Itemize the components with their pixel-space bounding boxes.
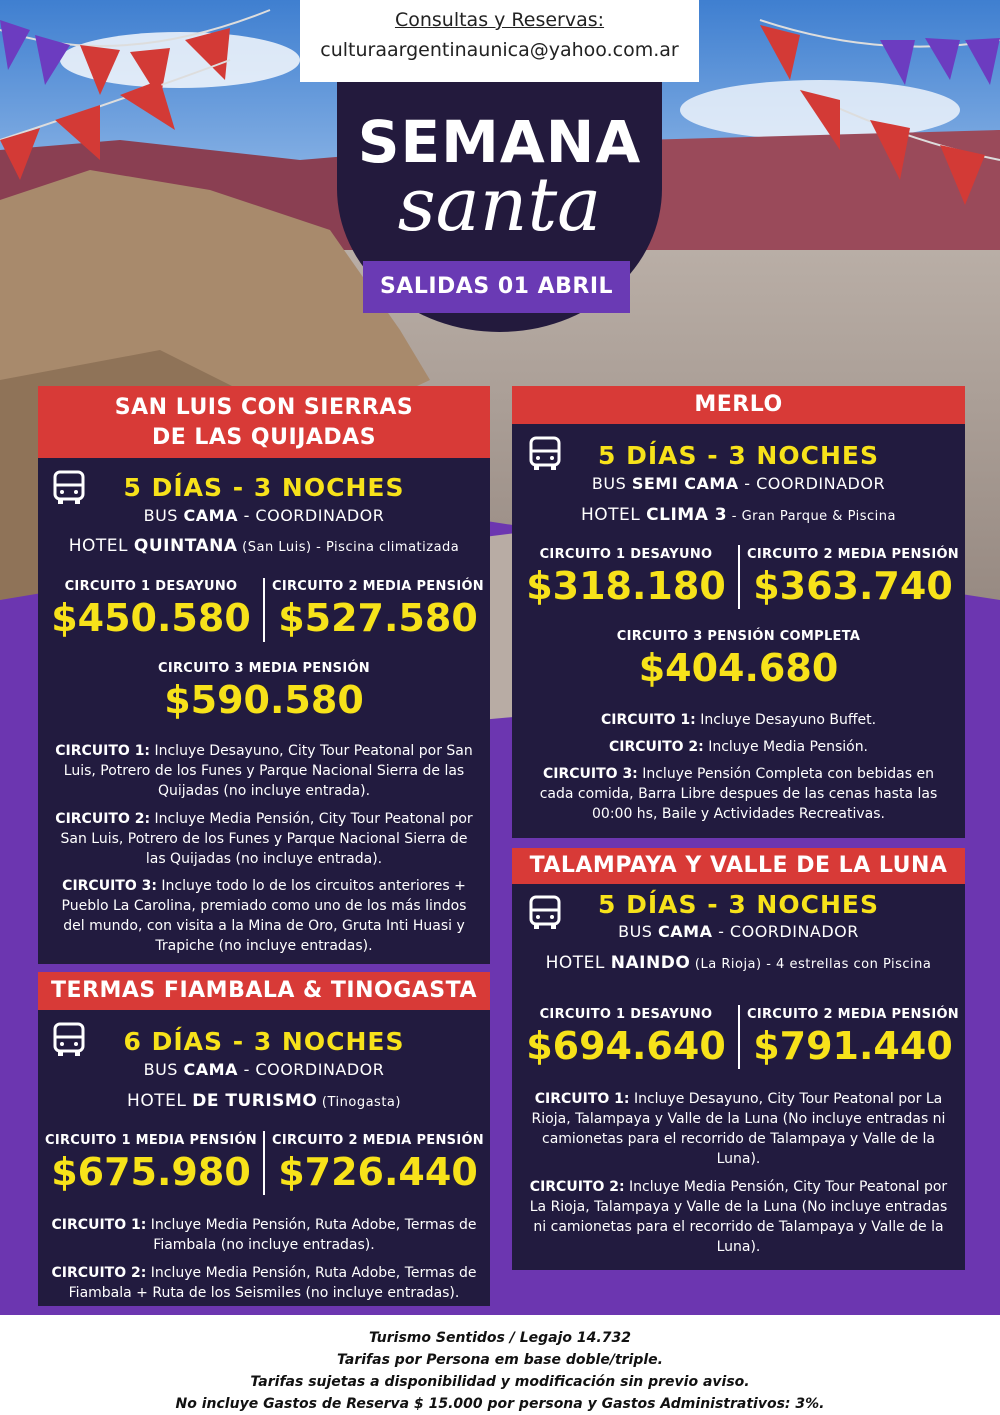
footer-availability: Tarifas sujetas a disponibilidad y modificación sin previo aviso. <box>250 1374 750 1390</box>
san-luis-days: 5 DÍAS - 3 NOCHES <box>123 473 405 502</box>
san-luis-desc-1: CIRCUITO 1: Incluye Desayuno, City Tour Peatonal por San Luis, Potrero de los Funes y Parque Nacional Sierra de las Quijadas (no incluye entrada). <box>55 743 473 799</box>
fiambala-hotel: HOTEL DE TURISMO (Tinogasta) <box>127 1091 401 1111</box>
merlo-desc-3: CIRCUITO 3: Incluye Pensión Completa con bebidas en cada comida, Barra Libre despues de las cenas hasta las 00:00 hs, Baile y Actividades Recreativas. <box>539 766 938 822</box>
merlo-desc-1: CIRCUITO 1: Incluye Desayuno Buffet. <box>600 712 877 728</box>
merlo-title: MERLO <box>512 386 965 424</box>
divider <box>263 1131 265 1195</box>
divider <box>263 578 265 642</box>
merlo-c1-label: CIRCUITO 1 DESAYUNO <box>539 547 713 562</box>
talampaya-days: 5 DÍAS - 3 NOCHES <box>598 890 879 919</box>
fiambala-days: 6 DÍAS - 3 NOCHES <box>123 1027 405 1056</box>
talampaya-c2-label: CIRCUITO 2 MEDIA PENSIÓN <box>747 1007 959 1022</box>
merlo-c3-label: CIRCUITO 3 PENSIÓN COMPLETA <box>616 629 861 644</box>
talampaya-bus: BUS CAMA - COORDINADOR <box>618 922 859 941</box>
talampaya-hotel: HOTEL NAINDO (La Rioja) - 4 estrellas con Piscina <box>545 953 932 973</box>
san-luis-c3-label: CIRCUITO 3 MEDIA PENSIÓN <box>158 661 370 676</box>
divider <box>738 1005 740 1069</box>
san-luis-c2-price: $527.580 <box>278 596 478 640</box>
san-luis-c3-price: $590.580 <box>164 678 364 722</box>
san-luis-desc-3: CIRCUITO 3: Incluye todo lo de los circuitos anteriores + Pueblo La Carolina, premiado como uno de los más lindos del mundo, con visita a la Mina de Oro, Gruta Inti Huasi y Trapiche (no incluye entradas). <box>61 878 467 954</box>
san-luis-title <box>38 386 490 458</box>
talampaya-c2-price: $791.440 <box>753 1024 953 1068</box>
hero-subtitle: santa <box>397 162 602 248</box>
fiambala-c1-price: $675.980 <box>51 1150 251 1194</box>
talampaya-desc-2: CIRCUITO 2: Incluye Media Pensión, City Tour Peatonal por La Rioja, Talampaya y Valle de la Luna (No incluye entradas ni camionetas para el recorrido de Talampaya y Valle de la Luna). <box>529 1179 948 1255</box>
fiambala-c2-label: CIRCUITO 2 MEDIA PENSIÓN <box>272 1133 484 1148</box>
fiambala-title: TERMAS FIAMBALA & TINOGASTA <box>38 972 490 1010</box>
merlo-c2-label: CIRCUITO 2 MEDIA PENSIÓN <box>747 547 959 562</box>
san-luis-title-line1: SAN LUIS CON SIERRAS <box>114 395 414 420</box>
fiambala-c2-price: $726.440 <box>278 1150 478 1194</box>
fiambala-c1-label: CIRCUITO 1 MEDIA PENSIÓN <box>45 1133 257 1148</box>
talampaya-c1-label: CIRCUITO 1 DESAYUNO <box>539 1007 713 1022</box>
talampaya-c1-price: $694.640 <box>526 1024 726 1068</box>
hero-title: SEMANA <box>357 108 642 176</box>
footer-fees: No incluye Gastos de Reserva $ 15.000 por persona y Gastos Administrativos: 3%. <box>175 1396 825 1412</box>
merlo-c1-price: $318.180 <box>526 564 726 608</box>
talampaya-desc-1: CIRCUITO 1: Incluye Desayuno, City Tour Peatonal por La Rioja, Talampaya y Valle de la Luna (No incluye entradas ni camionetas para el recorrido de Talampaya y Valle de la Luna). <box>531 1091 946 1167</box>
contact-email[interactable]: culturaargentinaunica@yahoo.com.ar <box>320 39 679 61</box>
divider <box>738 545 740 609</box>
san-luis-c1-price: $450.580 <box>51 596 251 640</box>
fiambala-bus: BUS CAMA - COORDINADOR <box>143 1060 385 1079</box>
san-luis-desc-2: CIRCUITO 2: Incluye Media Pensión, City Tour Peatonal por San Luis, Potrero de los Funes y Parque Nacional Sierra de las Quijadas (no incluye entrada). <box>55 811 473 867</box>
fiambala-desc-2: CIRCUITO 2: Incluye Media Pensión, Ruta Adobe, Termas de Fiambala + Ruta de los Seismiles (no incluye entradas). <box>51 1265 477 1301</box>
merlo-c3-price: $404.680 <box>638 646 839 690</box>
merlo-bus: BUS SEMI CAMA - COORDINADOR <box>591 474 886 493</box>
merlo-c2-price: $363.740 <box>753 564 953 608</box>
merlo-days: 5 DÍAS - 3 NOCHES <box>598 441 879 470</box>
san-luis-c1-label: CIRCUITO 1 DESAYUNO <box>64 579 238 594</box>
contact-title: Consultas y Reservas: <box>394 9 605 31</box>
san-luis-bus: BUS CAMA - COORDINADOR <box>143 506 385 525</box>
san-luis-title-line2: DE LAS QUIJADAS <box>151 425 377 450</box>
footer-rates: Tarifas por Persona em base doble/triple. <box>337 1352 663 1368</box>
departure-badge: SALIDAS 01 ABRIL <box>363 261 630 313</box>
merlo-desc-2: CIRCUITO 2: Incluye Media Pensión. <box>608 739 869 755</box>
footer <box>0 1315 1000 1415</box>
san-luis-hotel: HOTEL QUINTANA (San Luis) - Piscina climatizada <box>68 536 460 556</box>
fiambala-desc-1: CIRCUITO 1: Incluye Media Pensión, Ruta Adobe, Termas de Fiambala (no incluye entradas). <box>51 1217 477 1253</box>
footer-agency: Turismo Sentidos / Legajo 14.732 <box>369 1330 631 1346</box>
contact-box <box>300 0 699 82</box>
talampaya-title: TALAMPAYA Y VALLE DE LA LUNA <box>512 848 965 884</box>
merlo-hotel: HOTEL CLIMA 3 - Gran Parque & Piscina <box>581 505 896 525</box>
san-luis-c2-label: CIRCUITO 2 MEDIA PENSIÓN <box>272 579 484 594</box>
